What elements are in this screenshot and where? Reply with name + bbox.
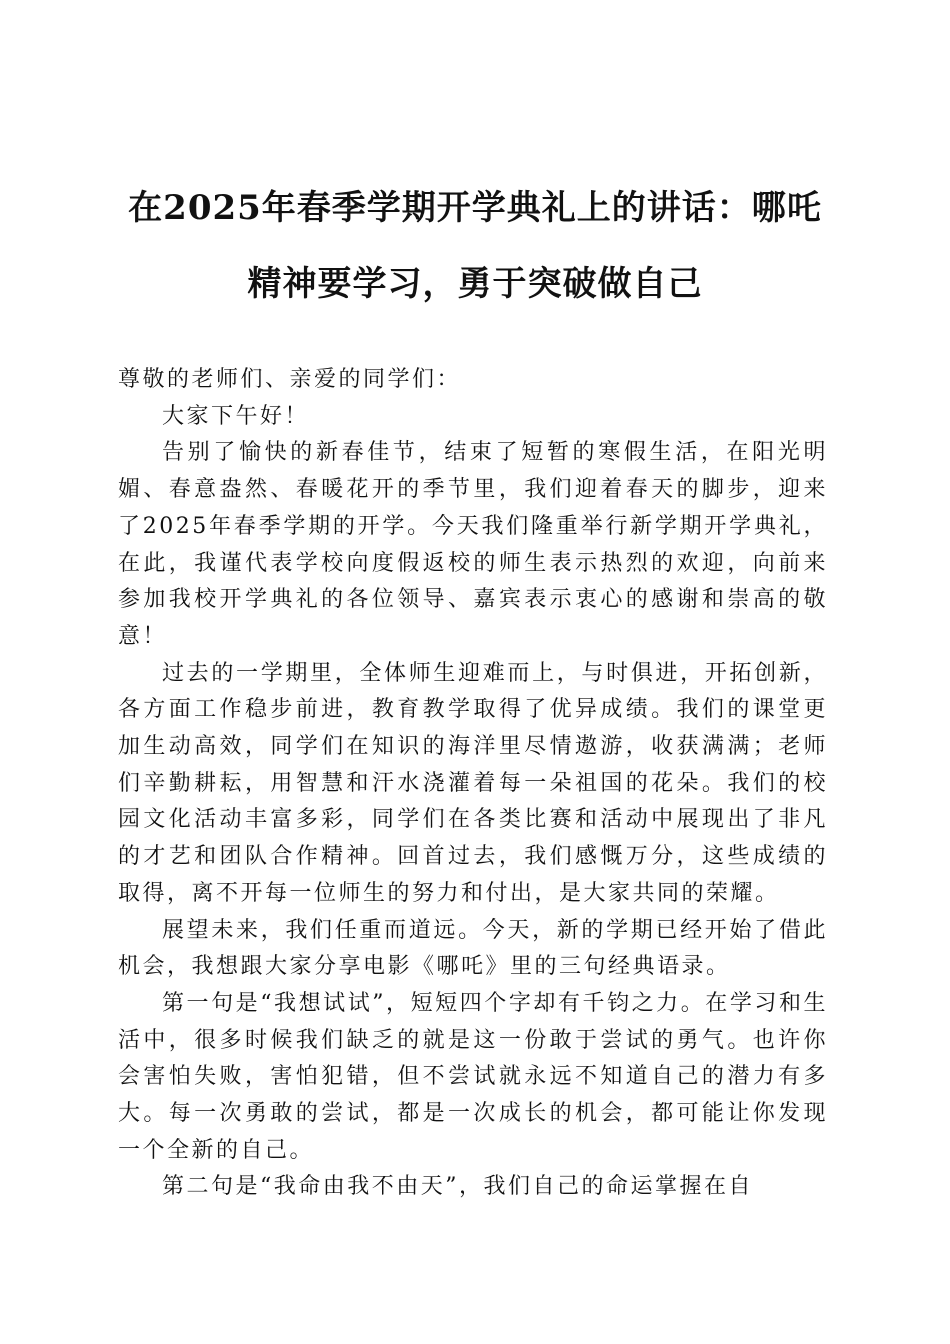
paragraph-outlook: 展望未来，我们任重而道远。今天，新的学期已经开始了借此机会，我想跟大家分享电影《哪吒》里的三句经典语录。 [118,917,828,980]
title-line-1: 在2025年春季学期开学典礼上的讲话：哪吒 [128,188,822,228]
salutation: 尊敬的老师们、亲爱的同学们： [118,367,462,392]
paragraph-greeting: 大家下午好！ [162,403,310,429]
document-body [118,362,828,1206]
paragraph-quote-1: 第一句是“我想试试”，短短四个字却有千钧之力。在学习和生活中，很多时候我们缺乏的就是这一份敢于尝试的勇气。也许你会害怕失败，害怕犯错，但不尝试就永远不知道自己的潜力有多大。每一次勇敢的尝试，都是一次成长的机会，都可能让你发现一个全新的自己。 [118,990,828,1163]
paragraph-quote-2: 第二句是“我命由我不由天”，我们自己的命运掌握在自 [162,1174,753,1200]
title-line-2: 精神要学习，勇于突破做自己 [247,264,703,304]
document-title [110,170,840,322]
paragraph-opening: 告别了愉快的新春佳节，结束了短暂的寒假生活，在阳光明媚、春意盎然、春暖花开的季节里，我们迎着春天的脚步，迎来了2025年春季学期的开学。今天我们隆重举行新学期开学典礼，在此，我谨代表学校向度假返校的师生表示热烈的欢迎，向前来参加我校开学典礼的各位领导、嘉宾表示衷心的感谢和崇高的敬意！ [118,440,828,649]
paragraph-review: 过去的一学期里，全体师生迎难而上，与时俱进，开拓创新，各方面工作稳步前进，教育教学取得了优异成绩。我们的课堂更加生动高效，同学们在知识的海洋里尽情遨游，收获满满；老师们辛勤耕耘，用智慧和汗水浇灌着每一朵祖国的花朵。我们的校园文化活动丰富多彩，同学们在各类比赛和活动中展现出了非凡的才艺和团队合作精神。回首过去，我们感慨万分，这些成绩的取得，离不开每一位师生的努力和付出，是大家共同的荣耀。 [118,660,828,906]
